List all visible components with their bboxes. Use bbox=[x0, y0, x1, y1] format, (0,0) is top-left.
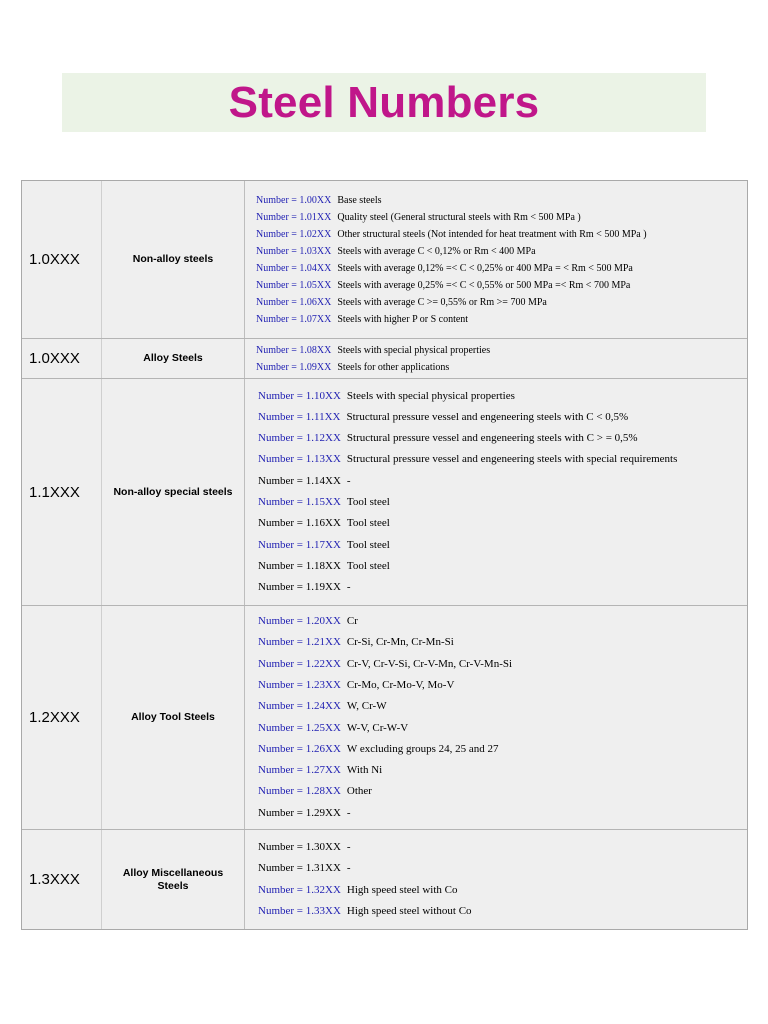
steel-description: Cr-V, Cr-V-Si, Cr-V-Mn, Cr-V-Mn-Si bbox=[346, 657, 513, 670]
steel-number: Number = 1.32XX bbox=[258, 883, 341, 896]
list-item bbox=[256, 226, 747, 243]
steel-number: Number = 1.26XX bbox=[258, 742, 341, 755]
steel-description: With Ni bbox=[346, 764, 383, 777]
table-group bbox=[22, 605, 747, 829]
steel-description: Structural pressure vessel and engeneering steels with C < 0,5% bbox=[346, 410, 629, 423]
list-item bbox=[258, 901, 747, 922]
steel-description: Tool steel bbox=[346, 517, 390, 530]
list-item bbox=[258, 611, 747, 632]
steel-group-code: 1.3XXX bbox=[22, 830, 102, 929]
steel-number: Number = 1.16XX bbox=[258, 517, 341, 530]
table-group bbox=[22, 829, 747, 929]
steel-description: Tool steel bbox=[346, 496, 390, 508]
steel-description: - bbox=[346, 840, 351, 853]
steel-description: Cr-Si, Cr-Mn, Cr-Mn-Si bbox=[346, 636, 454, 649]
steel-number: Number = 1.25XX bbox=[258, 721, 341, 734]
list-item bbox=[256, 342, 747, 359]
steel-number: Number = 1.09XX bbox=[256, 361, 332, 373]
steel-description: - bbox=[346, 474, 351, 487]
steel-group-name: Alloy Tool Steels bbox=[102, 606, 245, 829]
steel-description: Structural pressure vessel and engeneering steels with C > = 0,5% bbox=[346, 432, 638, 445]
list-item bbox=[256, 209, 747, 226]
steel-number: Number = 1.22XX bbox=[258, 657, 341, 670]
steel-number: Number = 1.15XX bbox=[258, 496, 341, 508]
steel-number: Number = 1.08XX bbox=[256, 344, 332, 356]
table-group bbox=[22, 378, 747, 605]
steel-description: Structural pressure vessel and engeneering steels with special requirements bbox=[346, 453, 678, 466]
steel-number: Number = 1.30XX bbox=[258, 840, 341, 853]
steel-description: High speed steel with Co bbox=[346, 883, 458, 896]
steel-group-name: Alloy Miscellaneous Steels bbox=[102, 830, 245, 929]
steel-description: Other structural steels (Not intended for heat treatment with Rm < 500 MPa ) bbox=[337, 228, 647, 240]
table-group bbox=[22, 338, 747, 378]
steel-number: Number = 1.21XX bbox=[258, 636, 341, 649]
steel-number: Number = 1.00XX bbox=[256, 194, 332, 206]
entry-list bbox=[245, 339, 747, 378]
steel-group-name: Non-alloy special steels bbox=[102, 379, 245, 605]
steel-description: Cr bbox=[346, 615, 358, 628]
steel-number: Number = 1.28XX bbox=[258, 785, 341, 798]
steel-description: Steels with average 0,25% =< C < 0,55% or 500 MPa =< Rm < 700 MPa bbox=[337, 279, 631, 291]
entry-list bbox=[245, 606, 747, 829]
steel-description: - bbox=[346, 806, 351, 819]
steel-number: Number = 1.06XX bbox=[256, 296, 332, 308]
steel-number: Number = 1.27XX bbox=[258, 764, 341, 777]
steel-numbers-table bbox=[21, 180, 748, 930]
list-item bbox=[258, 535, 747, 556]
list-item bbox=[258, 513, 747, 534]
steel-description: Cr-Mo, Cr-Mo-V, Mo-V bbox=[346, 678, 455, 691]
steel-number: Number = 1.23XX bbox=[258, 678, 341, 691]
steel-number: Number = 1.12XX bbox=[258, 432, 341, 445]
list-item bbox=[258, 837, 747, 858]
list-item bbox=[256, 277, 747, 294]
steel-number: Number = 1.05XX bbox=[256, 279, 332, 291]
list-item bbox=[258, 803, 747, 824]
steel-description: - bbox=[346, 581, 351, 594]
steel-number: Number = 1.07XX bbox=[256, 313, 332, 325]
steel-description: Quality steel (General structural steels with Rm < 500 MPa ) bbox=[337, 211, 581, 223]
list-item bbox=[256, 260, 747, 277]
steel-number: Number = 1.13XX bbox=[258, 453, 341, 466]
list-item bbox=[258, 858, 747, 879]
list-item bbox=[258, 654, 747, 675]
steel-number: Number = 1.24XX bbox=[258, 700, 341, 713]
steel-group-code: 1.1XXX bbox=[22, 379, 102, 605]
steel-number: Number = 1.20XX bbox=[258, 615, 341, 628]
steel-description: Base steels bbox=[337, 194, 382, 206]
entry-list bbox=[245, 181, 747, 338]
steel-description: Tool steel bbox=[346, 559, 390, 572]
list-item bbox=[256, 243, 747, 260]
steel-group-code: 1.0XXX bbox=[22, 181, 102, 338]
list-item bbox=[258, 739, 747, 760]
steel-description: Steels with higher P or S content bbox=[337, 313, 469, 325]
steel-description: W, Cr-W bbox=[346, 700, 387, 713]
list-item bbox=[258, 632, 747, 653]
steel-description: Steels with special physical properties bbox=[337, 344, 491, 356]
steel-number: Number = 1.17XX bbox=[258, 538, 341, 551]
entry-list bbox=[245, 379, 747, 605]
steel-number: Number = 1.11XX bbox=[258, 410, 341, 423]
list-item bbox=[258, 577, 747, 598]
steel-description: Steels with special physical properties bbox=[346, 389, 515, 402]
list-item bbox=[258, 718, 747, 739]
list-item bbox=[256, 359, 747, 376]
steel-number: Number = 1.10XX bbox=[258, 389, 341, 402]
list-item bbox=[256, 294, 747, 311]
steel-description: Steels for other applications bbox=[337, 361, 450, 373]
steel-number: Number = 1.03XX bbox=[256, 245, 332, 257]
steel-description: Steels with average 0,12% =< C < 0,25% or 400 MPa = < Rm < 500 MPa bbox=[337, 262, 633, 274]
steel-description: Tool steel bbox=[346, 538, 390, 551]
steel-group-code: 1.0XXX bbox=[22, 339, 102, 378]
steel-number: Number = 1.04XX bbox=[256, 262, 332, 274]
steel-description: High speed steel without Co bbox=[346, 904, 472, 917]
steel-description: W excluding groups 24, 25 and 27 bbox=[346, 742, 499, 755]
list-item bbox=[258, 407, 747, 428]
steel-number: Number = 1.19XX bbox=[258, 581, 341, 594]
steel-group-code: 1.2XXX bbox=[22, 606, 102, 829]
steel-description: W-V, Cr-W-V bbox=[346, 721, 409, 734]
list-item bbox=[258, 556, 747, 577]
list-item bbox=[258, 675, 747, 696]
steel-description: Steels with average C < 0,12% or Rm < 400 MPa bbox=[337, 245, 536, 257]
table-group bbox=[22, 181, 747, 338]
page-title: Steel Numbers bbox=[228, 77, 540, 127]
list-item bbox=[258, 449, 747, 470]
steel-group-name: Alloy Steels bbox=[102, 339, 245, 378]
steel-number: Number = 1.14XX bbox=[258, 474, 341, 487]
list-item bbox=[258, 492, 747, 513]
list-item bbox=[258, 760, 747, 781]
list-item bbox=[256, 192, 747, 209]
steel-number: Number = 1.01XX bbox=[256, 211, 332, 223]
steel-number: Number = 1.33XX bbox=[258, 904, 341, 917]
list-item bbox=[258, 880, 747, 901]
list-item bbox=[258, 386, 747, 407]
list-item bbox=[258, 471, 747, 492]
list-item bbox=[258, 696, 747, 717]
steel-description: - bbox=[346, 862, 351, 875]
list-item bbox=[256, 311, 747, 328]
steel-number: Number = 1.31XX bbox=[258, 862, 341, 875]
steel-number: Number = 1.18XX bbox=[258, 559, 341, 572]
steel-number: Number = 1.29XX bbox=[258, 806, 341, 819]
entry-list bbox=[245, 830, 747, 929]
list-item bbox=[258, 428, 747, 449]
steel-number: Number = 1.02XX bbox=[256, 228, 332, 240]
list-item bbox=[258, 781, 747, 802]
title-banner bbox=[62, 73, 706, 132]
steel-group-name: Non-alloy steels bbox=[102, 181, 245, 338]
steel-description: Steels with average C >= 0,55% or Rm >= 700 MPa bbox=[337, 296, 547, 308]
steel-description: Other bbox=[346, 785, 372, 798]
